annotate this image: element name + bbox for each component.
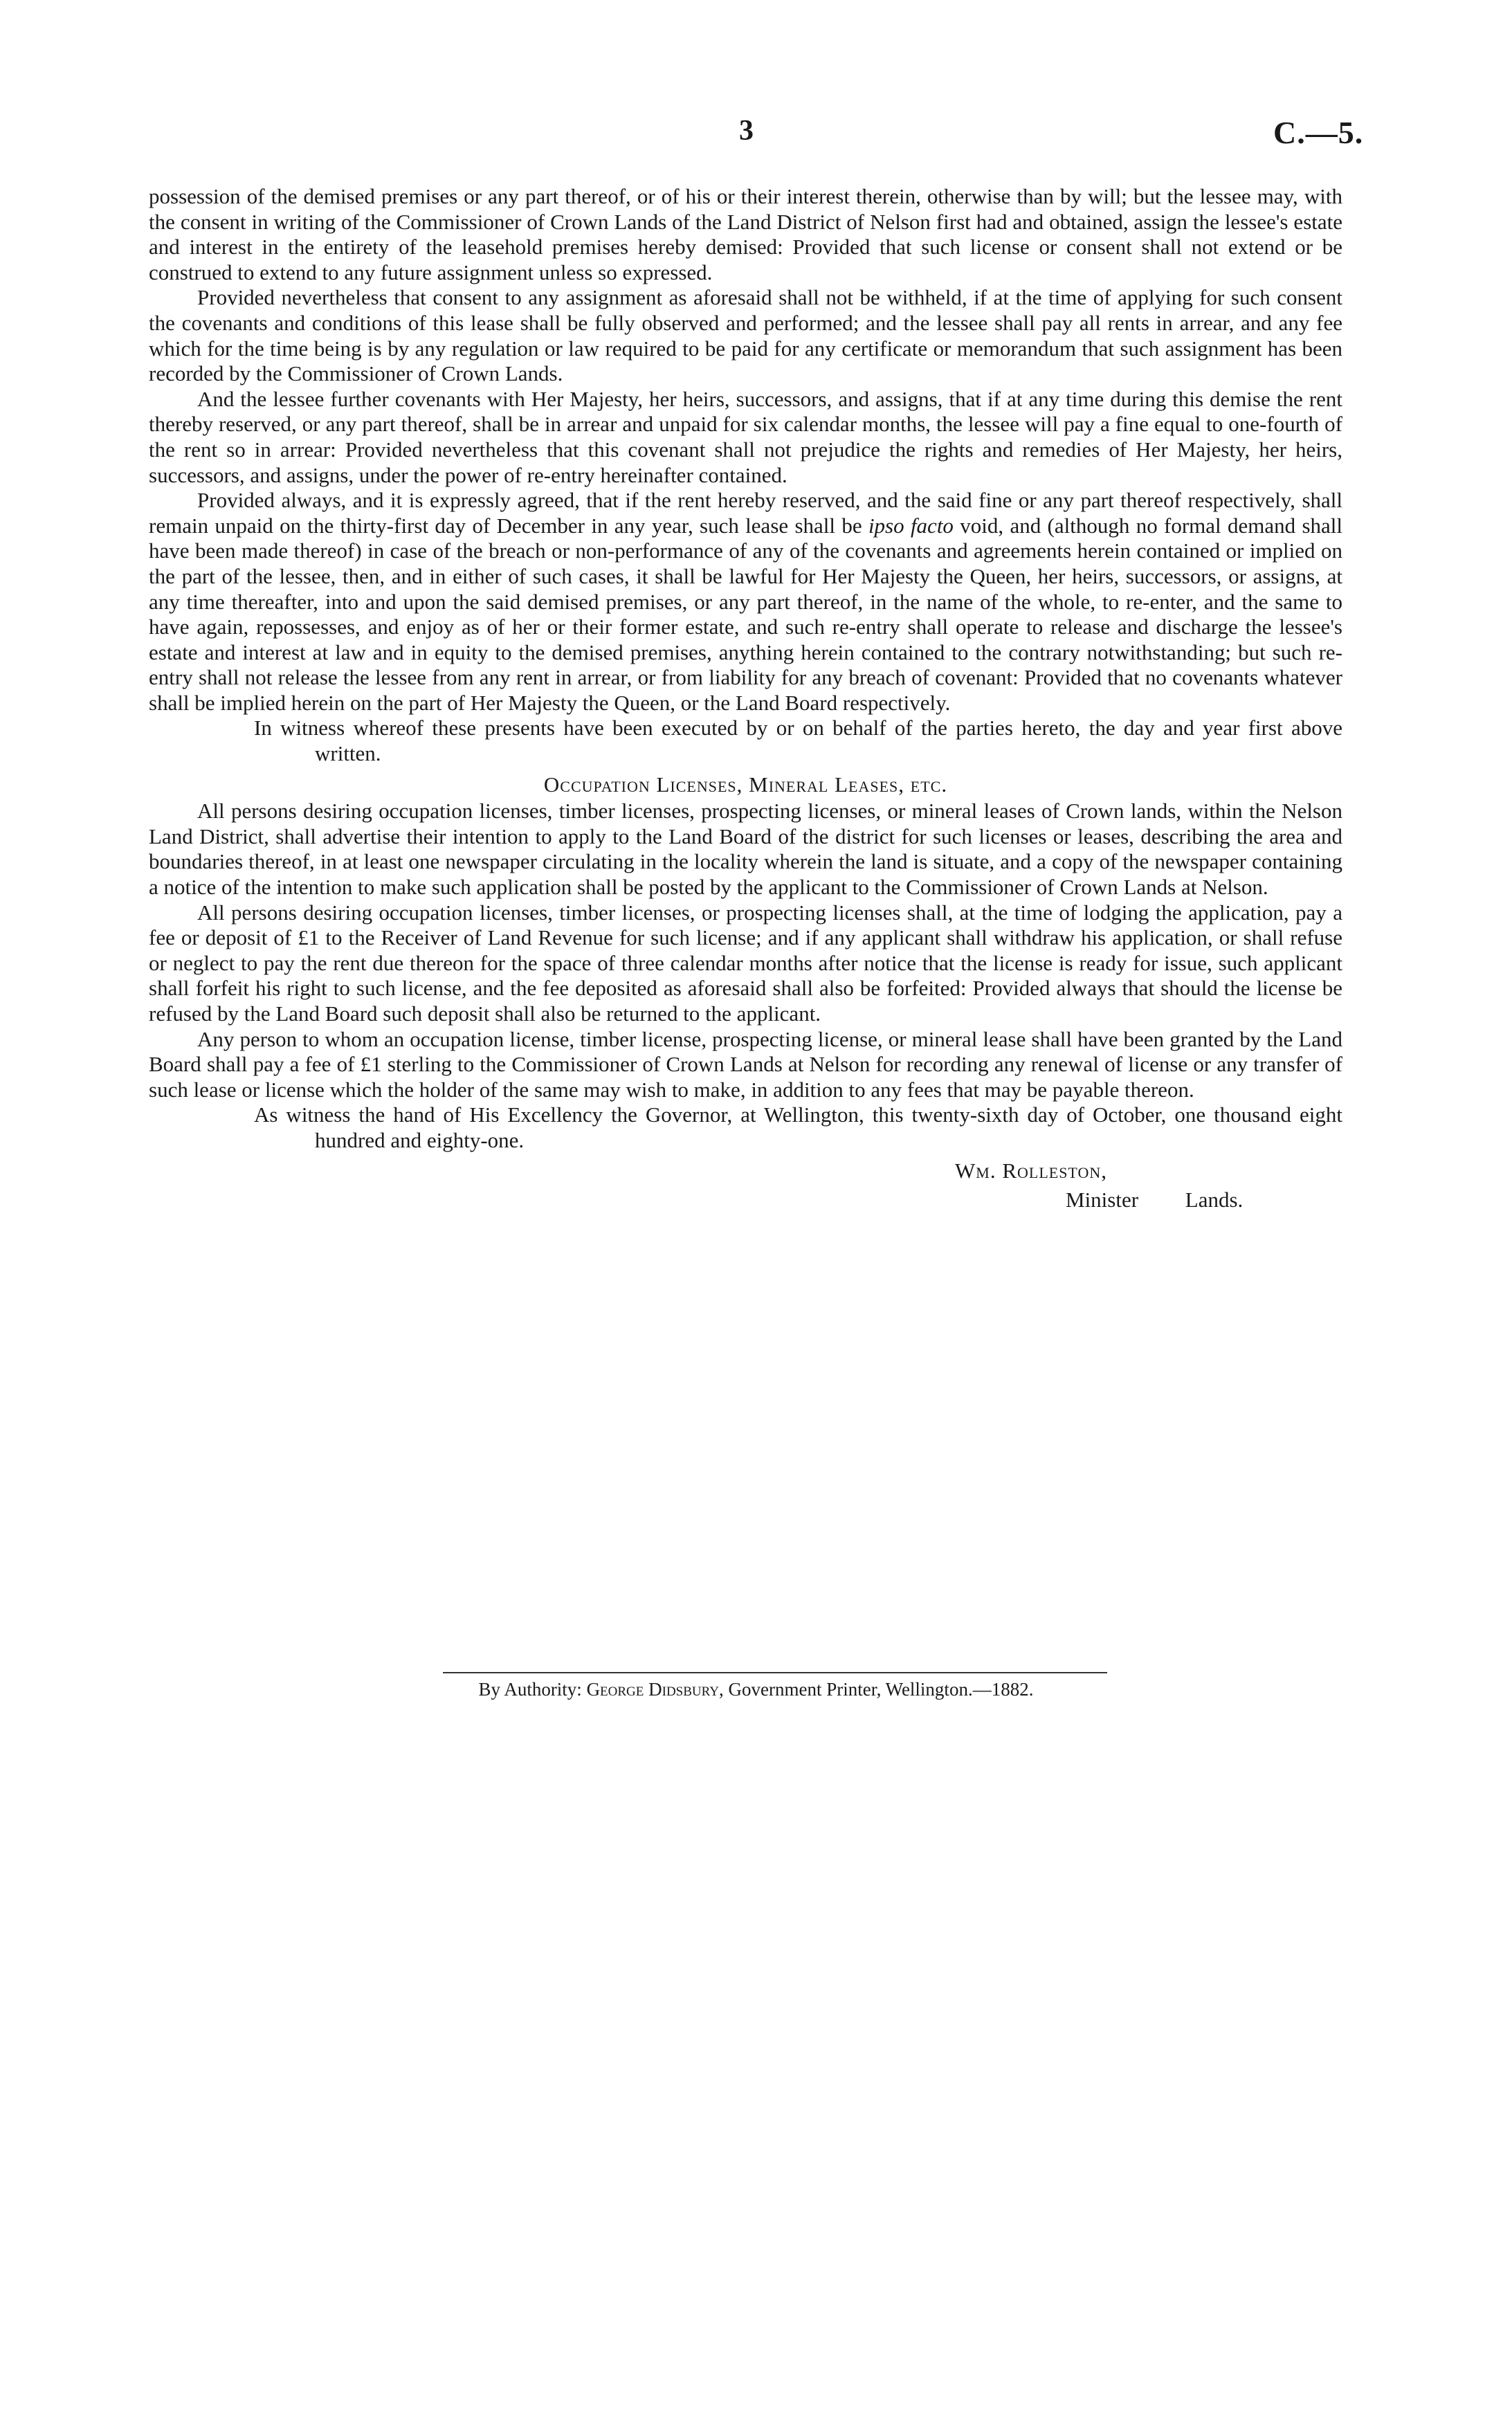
witness-clause: In witness whereof these presents have been executed by or on behalf of the parties hereto, the day and year first above written. <box>254 716 1342 766</box>
page-number: 3 <box>739 115 754 147</box>
document-code: C.—5. <box>1273 115 1364 150</box>
imprint-prefix: By Authority: <box>478 1679 582 1700</box>
proviso-italic-term: ipso facto <box>868 513 954 538</box>
document-body <box>149 184 1342 1215</box>
printer-imprint <box>0 1679 1512 1700</box>
paragraph-recording-fee: Any person to whom an occupation license, timber license, prospecting license, or mineral lease shall have been granted by the Land Board shall pay a fee of £1 sterling to the Commissioner of Crown Lands at Nelson for recording any renewal of license or any transfer of such lease or license which the holder of the same may wish to make, in addition to any fees that may be payable thereon. <box>149 1026 1342 1102</box>
paragraph-license-fee: All persons desiring occupation licenses, timber licenses, or prospecting licenses shall, at the time of lodging the application, pay a fee or deposit of £1 to the Receiver of Land Revenue for such license; and if any applicant shall withdraw his application, or shall refuse or neglect to pay the rent due thereon for the space of three calendar months after notice that the license is ready for issue, such applicant shall forfeit his right to such license, and the fee deposited as aforesaid shall also be forfeited: Provided always that should the license be refused by the Land Board such deposit shall also be returned to the applicant. <box>149 900 1342 1026</box>
footer-divider <box>443 1672 1107 1673</box>
proviso-text-end: void, and (although no formal demand shall have been made thereof) in case of the breach or non-performance of any of the covenants and agreements herein contained or implied on the part of the lessee, then, and in either of such cases, it shall be lawful for Her Majesty the Queen, her heirs, successors, or assigns, at any time thereafter, into and upon the said demised premises, or any part thereof, in the name of the whole, to re-enter, and the same to have again, repossesses, and enjoy as of her or their former estate, and such re-entry shall operate to release and discharge the lessee's estate and interest at law and in equity to the demised premises, anything herein contained to the contrary notwithstanding; but such re-entry shall not release the lessee from any rent in arrear, or from liability for any breach of covenant: Provided that no covenants whatever shall be implied herein on the part of Her Majesty the Queen, or the Land Board respectively. <box>149 513 1342 715</box>
signature-block <box>149 1156 1342 1215</box>
paragraph-continuation: possession of the demised premises or any part thereof, or of his or their interest therein, otherwise than by will; but the lessee may, with the consent in writing of the Commissioner of Crown Lands of the Land District of Nelson first had and obtained, assign the lessee's estate and interest in the entirety of the leasehold premises hereby demised: Provided that such license or consent shall not extend or be construed to extend to any future assignment unless so expressed. <box>149 184 1342 284</box>
signatory-title: Minister Lands. <box>1066 1187 1244 1212</box>
paragraph-reentry-proviso <box>149 488 1342 716</box>
imprint-suffix: Government Printer, Wellington.—1882. <box>728 1679 1034 1700</box>
proviso-text-start: Provided always, and it is expressly agreed, that if the rent hereby reserved, and the said fine or any part thereof respectively, shall remain unpaid on the thirty-first day of December in any year, such lease shall be <box>149 488 1342 538</box>
signatory-name: Wm. Rolleston, <box>955 1158 1108 1183</box>
attestation-clause: As witness the hand of His Excellency the Governor, at Wellington, this twenty-sixth day of October, one thousand eight hundred and eighty-one. <box>254 1102 1342 1152</box>
paragraph-consent-proviso: Provided nevertheless that consent to any assignment as aforesaid shall not be withheld, if at the time of applying for such consent the covenants and conditions of this lease shall be fully observed and performed; and the lessee shall pay all rents in arrear, and any fee which for the time being is by any regulation or law required to be paid for any certificate or memorandum that such assignment has been recorded by the Commissioner of Crown Lands. <box>149 285 1342 386</box>
paragraph-fine-covenant: And the lessee further covenants with Her Majesty, her heirs, successors, and assigns, that if at any time during this demise the rent thereby reserved, or any part thereof, shall be in arrear and unpaid for six calendar months, the lessee will pay a fine equal to one-fourth of the rent so in arrear: Provided nevertheless that this covenant shall not prejudice the rights and remedies of Her Majesty, her heirs, successors, and assigns, under the power of re-entry hereinafter contained. <box>149 386 1342 487</box>
paragraph-advertise-intention: All persons desiring occupation licenses, timber licenses, prospecting licenses, or mineral leases of Crown lands, within the Nelson Land District, shall advertise their intention to apply to the Land Board of the district for such licenses or leases, describing the area and boundaries thereof, in at least one newspaper circulating in the locality wherein the land is situate, and a copy of the newspaper containing a notice of the intention to make such application shall be posted by the applicant to the Commissioner of Crown Lands at Nelson. <box>149 799 1342 900</box>
printer-name: George Didsbury, <box>586 1679 724 1700</box>
section-heading: Occupation Licenses, Mineral Leases, etc. <box>543 772 948 797</box>
